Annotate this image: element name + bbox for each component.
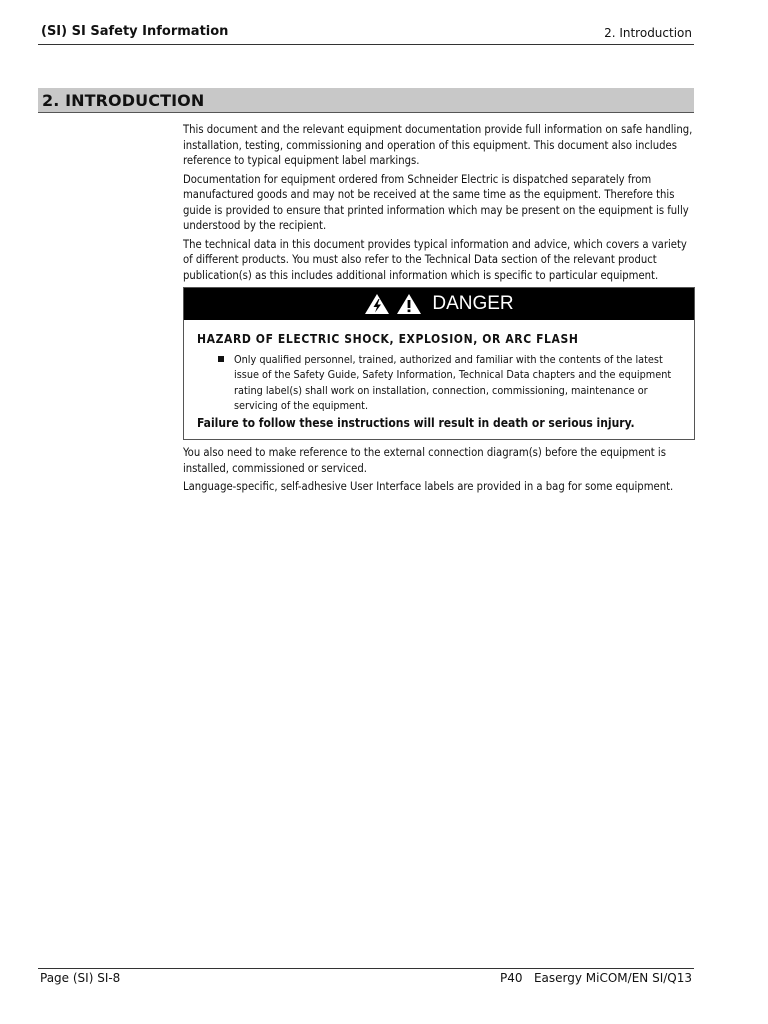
document-body <box>183 122 695 498</box>
page-header <box>38 24 694 45</box>
danger-warning: Failure to follow these instructions will result in death or serious injury. <box>197 415 635 430</box>
paragraph: Documentation for equipment ordered from Schneider Electric is dispatched separately from manufactured goods and may not be received at the same time as the equipment. Therefore this guide is provided to ensure that printed information which may be present on the equipment is fully understood by the recipient. <box>183 172 689 232</box>
danger-label: DANGER <box>432 293 514 315</box>
paragraph: You also need to make reference to the external connection diagram(s) before the equipment is installed, commissioned or serviced. <box>183 446 666 475</box>
danger-header <box>184 288 694 320</box>
header-chapter-title: 2. Introduction <box>604 26 692 40</box>
list-item <box>197 352 682 414</box>
danger-content <box>184 320 694 439</box>
footer-page-number: Page (SI) SI-8 <box>40 971 121 985</box>
hazard-title: HAZARD OF ELECTRIC SHOCK, EXPLOSION, OR ARC FLASH <box>197 332 579 346</box>
paragraph: The technical data in this document provides typical information and advice, which covers a variety of different products. You must also refer to the Technical Data section of the relevant product publication(s) as this includes additional information which is specific to particular equipment. <box>183 237 687 282</box>
bullet-text: Only qualified personnel, trained, authorized and familiar with the contents of the latest issue of the Safety Guide, Safety Information, Technical Data chapters and the equipment rating label(s) shall work on installation, connection, commissioning, maintenance or servicing of the equipment. <box>234 352 672 412</box>
bullet-square-icon <box>218 356 224 362</box>
paragraph: Language-specific, self-adhesive User Interface labels are provided in a bag for some equipment. <box>183 480 674 493</box>
section-heading-bar <box>38 88 694 113</box>
section-title: 2. INTRODUCTION <box>42 91 205 110</box>
header-document-title: (SI) SI Safety Information <box>41 24 229 39</box>
electric-hazard-icon <box>364 293 390 315</box>
footer-document-code: P40 Easergy MiCOM/EN SI/Q13 <box>500 971 692 985</box>
paragraph: This document and the relevant equipment documentation provide full information on safe handling, installation, testing, commissioning and operation of this equipment. This document also includes reference to typical equipment label markings. <box>183 123 693 167</box>
danger-notice <box>183 287 695 440</box>
page-footer <box>38 968 694 989</box>
warning-triangle-icon <box>396 293 422 315</box>
